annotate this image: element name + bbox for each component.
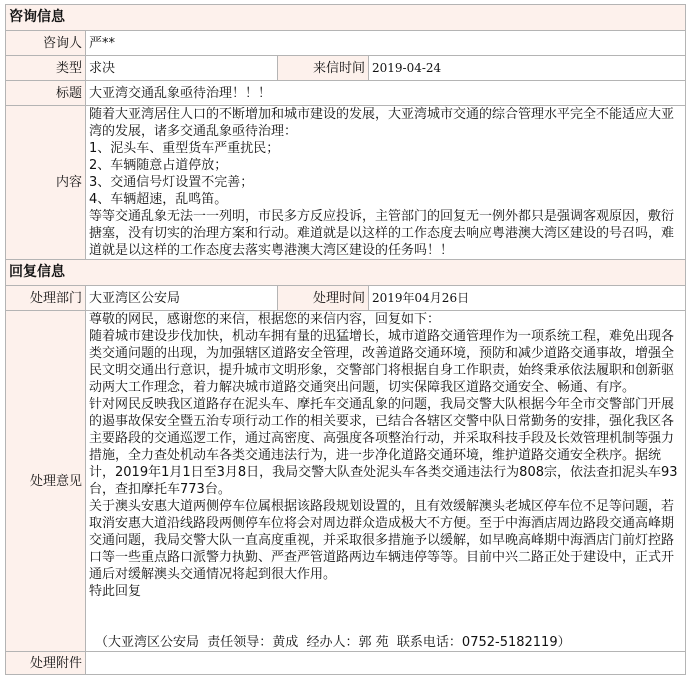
content-item: 3、交通信号灯设置不完善； (89, 175, 254, 190)
label-handled-time: 处理时间 (278, 286, 369, 311)
consultation-detail-table (5, 4, 686, 675)
content-item: 1、泥头车、重型货车严重扰民； (89, 141, 280, 156)
label-type: 类型 (6, 56, 86, 81)
content-paragraph: 随着大亚湾居住人口的不断增加和城市建设的发展，大亚湾城市交通的综合管理水平完全不能适应大亚湾的发展，诸多交通乱象亟待治理： (89, 107, 675, 139)
content-paragraph: 等等交通乱象无法一一列明，市民多方反应投诉，主管部门的回复无一例外都只是强调客观原因，敷衍搪塞，没有切实的治理方案和行动。难道就是以这样的工作态度去响应粤港澳大湾区建设的号召吗，难道就是以这样的工作态度去落实粤港澳大湾区建设的任务吗！！ (89, 209, 675, 258)
opinion-paragraph: 尊敬的网民，感谢您的来信，根据您的来信内容，回复如下： (89, 312, 441, 327)
value-title: 大亚湾交通乱象亟待治理！！！ (86, 81, 686, 106)
label-content: 内容 (6, 106, 86, 260)
value-content (86, 106, 686, 260)
value-handled-time: 2019年04月26日 (369, 286, 686, 311)
value-attachment (86, 652, 686, 675)
value-department: 大亚湾区公安局 (86, 286, 278, 311)
opinion-paragraph: 关于澳头安惠大道两侧停车位属根据该路段规划设置的，且有效缓解澳头老城区停车位不足等问题，若取消安惠大道沿线路段两侧停车位将会对周边群众造成极大不方便。至于中海酒店周边路段交通高峰期交通问题，我局交警大队一直高度重视，并采取很多措施予以缓解，如早晚高峰期中海酒店门前灯控路口等一些重点路口派警力执勤、严查严管道路两边车辆违停等等。目前中兴二路正处于建设中，正式开通后对缓解澳头交通情况将起到很大作用。 (89, 499, 675, 582)
label-consultant: 咨询人 (6, 31, 86, 56)
value-opinion (86, 311, 686, 652)
value-type: 求决 (86, 56, 278, 81)
opinion-paragraph: 针对网民反映我区道路存在泥头车、摩托车交通乱象的问题，我局交警大队根据今年全市交警部门开展的遏事故保安全暨五治专项行动工作的相关要求，已结合各辖区交警中队日常勤务的安排，强化我区各主要路段的交通巡逻工作，通过高密度、高强度各项整治行动，并采取科技手段及长效管理机制等强力措施，全力查处机动车各类交通违法行为，进一步净化道路交通环境，维护道路交通安全秩序。据统计，2019年1月1日至3月8日，我局交警大队查处泥头车各类交通违法行为808宗，依法查扣泥头车93台，查扣摩托车773台。 (89, 397, 678, 497)
label-received-time: 来信时间 (278, 56, 369, 81)
label-department: 处理部门 (6, 286, 86, 311)
opinion-paragraph: 特此回复 (89, 584, 142, 599)
content-item: 2、车辆随意占道停放； (89, 158, 228, 173)
label-title: 标题 (6, 81, 86, 106)
label-opinion: 处理意见 (6, 311, 86, 652)
label-attachment: 处理附件 (6, 652, 86, 675)
value-received-time: 2019-04-24 (369, 56, 686, 81)
value-consultant: 严** (86, 31, 686, 56)
opinion-paragraph: 随着城市建设步伐加快，机动车拥有量的迅猛增长，城市道路交通管理作为一项系统工程，难免出现各类交通问题的出现，为加强辖区道路安全管理，改善道路交通环境，预防和减少道路交通事故，增强全民文明交通出行意识，提升城市文明形象，交警部门将根据自身工作职责，始终秉承依法履职和创新驱动两大工作理念，着力解决城市道路交通突出问题，切实保障我区道路交通安全、畅通、有序。 (89, 329, 675, 395)
section-header-reply: 回复信息 (6, 260, 686, 286)
opinion-signature: （大亚湾区公安局 责任领导：黄成 经办人：郭 苑 联系电话：0752-5182119） (95, 635, 571, 650)
content-item: 4、车辆超速，乱鸣笛。 (89, 192, 228, 207)
section-header-consult: 咨询信息 (6, 5, 686, 31)
